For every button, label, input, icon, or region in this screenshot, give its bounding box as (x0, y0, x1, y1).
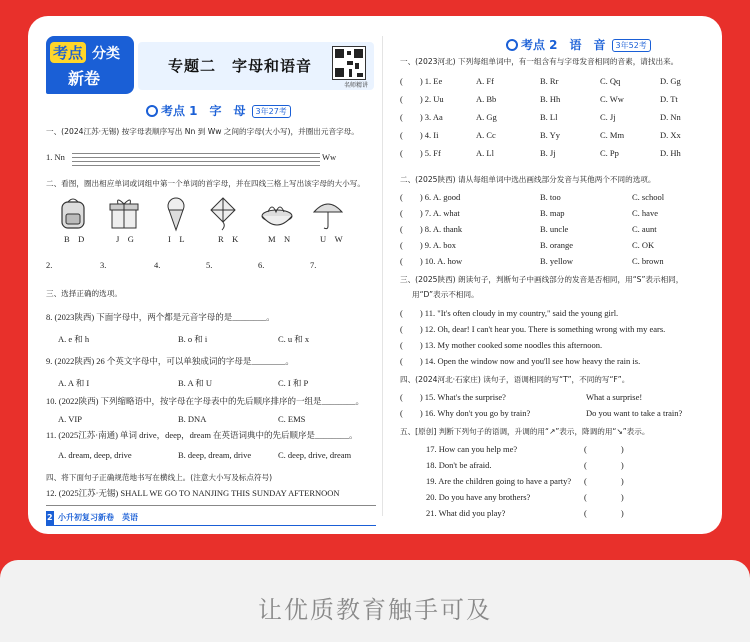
q1-5-option: A. Bb (476, 94, 497, 104)
pic-num-3: 3. (100, 260, 107, 270)
q8-opt-b: B. o 和 i (178, 334, 208, 344)
q1-end: Ww (322, 152, 337, 162)
q10-b: B. yellow (540, 256, 574, 266)
worksheet-page (28, 16, 722, 534)
badge-text-c: 新卷 (68, 69, 101, 88)
backpack-icon (58, 196, 88, 230)
q16-a: ( ) 16. Why don't you go by train? (400, 408, 531, 418)
section-1-instruction: 一、(2024江苏·无锡) 按字母表顺序写出 Nn 到 Ww 之间的字母(大小写)，并圈出元音字母。 (46, 127, 359, 136)
q7-b: B. map (540, 208, 565, 218)
q8-opt-c: C. u 和 x (278, 334, 310, 344)
page-number: 2 (47, 513, 53, 522)
target-icon (146, 105, 158, 117)
q1-5-option: B. Ll (540, 112, 558, 122)
q6-b: B. too (540, 192, 561, 202)
qr-caption: 名师精讲 (343, 82, 368, 89)
target-icon (506, 39, 518, 51)
kite-icon (208, 196, 238, 232)
q1-5-option: B. Hh (540, 94, 561, 104)
q9-opt-b: B. A 和 U (178, 378, 213, 388)
q1-5-option: A. Gg (476, 112, 497, 122)
q1-5-option: D. Xx (660, 130, 681, 140)
pic-num-6: 6. (258, 260, 265, 270)
q1-5-option: D. Gg (660, 76, 681, 86)
pic-num-4: 4. (154, 260, 161, 270)
pic-letters-3: I L (168, 234, 185, 244)
q17: 17. How can you help me? (426, 444, 518, 454)
frequency-tag: 3年27考 (252, 105, 291, 118)
phonetics-section-3a: 三、(2025陕西) 朗读句子，判断句子中画线部分的发音是否相同，用“S”表示相同， (400, 275, 684, 284)
q1-5-option: D. Hh (660, 148, 681, 158)
frequency-tag: 3年52考 (612, 39, 651, 52)
q18: 18. Don't be afraid. (426, 460, 492, 470)
pic-num-7: 7. (310, 260, 317, 270)
q7-a: ( ) 7. A. what (400, 208, 460, 218)
q17-answer[interactable]: ( ) (584, 444, 624, 454)
badge-text-b: 分类 (92, 46, 120, 62)
q1-5-option: A. Ff (476, 76, 494, 86)
topic-header (138, 42, 374, 90)
q1-5-option: A. Cc (476, 130, 496, 140)
book-title: 小升初复习新卷 英语 (58, 513, 138, 522)
phonetics-section-1: 一、(2023河北) 下列每组单词中，有一组含有与字母发音相同的音素，请找出来。 (400, 57, 679, 66)
q8-a: ( ) 8. A. thank (400, 224, 463, 234)
q1-5-option: D. Nn (660, 112, 681, 122)
q15-b: What a surprise! (586, 392, 643, 402)
pic-letters-2: J G (116, 234, 134, 244)
q11-opt-b: B. deep, dream, drive (178, 450, 252, 460)
q1-5-option: B. Rr (540, 76, 559, 86)
q10-c: C. brown (632, 256, 664, 266)
q1-start: 1. Nn (46, 152, 65, 162)
pic-letters-6: U W (320, 234, 343, 244)
q1-5-stem: ( ) 5. Ff (400, 148, 441, 158)
q1-5-stem: ( ) 1. Ee (400, 76, 443, 86)
section-header-letters: 考点 1 字 母 3年27考 (146, 102, 291, 119)
q19-answer[interactable]: ( ) (584, 476, 624, 486)
topic-title: 专题二 字母和语音 (168, 57, 313, 75)
q10-opt-b: B. DNA (178, 414, 207, 424)
q11: 11. (2025江苏·南通) 单词 drive，deep，dream 在英语词典中的先后顺序是________。 (46, 430, 358, 440)
q1-5-option: C. Mm (600, 130, 625, 140)
q1-5-option: D. Tt (660, 94, 678, 104)
q1-5-option: C. Ww (600, 94, 624, 104)
qr-code-icon[interactable] (332, 46, 366, 80)
q8-opt-a: A. e 和 h (58, 334, 90, 344)
umbrella-icon (312, 196, 344, 232)
phonetics-section-3b: 用“D”表示不相同。 (412, 290, 479, 299)
section-2-instruction: 二、看图，圈出相应单词或词组中第一个单词的首字母，并在四线三格上写出该字母的大小写。 (46, 179, 365, 188)
q20: 20. Do you have any brothers? (426, 492, 531, 502)
ice-cream-icon (163, 196, 189, 232)
q18-answer[interactable]: ( ) (584, 460, 624, 470)
q1-5-option: B. Jj (540, 148, 556, 158)
q1-5-option: C. Qq (600, 76, 621, 86)
left-column (28, 16, 380, 534)
gift-icon (108, 196, 140, 230)
slogan-text: 让优质教育触手可及 (258, 596, 492, 624)
q10: 10. (2022陕西) 下列缩略语中，按字母在字母表中的先后顺序排序的一组是________。 (46, 396, 365, 406)
q16-b: Do you want to take a train? (586, 408, 683, 418)
q12-sentence: ( ) 12. Oh, dear! I can't hear you. There is something wrong with my ears. (400, 324, 666, 334)
q20-answer[interactable]: ( ) (584, 492, 624, 502)
phonetics-section-2: 二、(2025陕西) 请从每组单词中选出画线部分发音与其他两个不同的选项。 (400, 175, 656, 184)
q9-c: C. OK (632, 240, 655, 250)
q9: 9. (2022陕西) 26 个英文字母中，可以单独成词的字母是________。 (46, 356, 294, 366)
noodles-icon (260, 198, 294, 230)
q1-5-stem: ( ) 4. Ii (400, 130, 439, 140)
pic-letters-4: R K (218, 234, 239, 244)
q1-5-option: B. Yy (540, 130, 560, 140)
q21: 21. What did you play? (426, 508, 506, 518)
right-column (388, 16, 718, 534)
q8-c: C. aunt (632, 224, 657, 234)
q11-opt-c: C. deep, drive, dream (278, 450, 352, 460)
q6-a: ( ) 6. A. good (400, 192, 461, 202)
q1-5-option: C. Jj (600, 112, 616, 122)
q1-5-option: C. Pp (600, 148, 619, 158)
q8: 8. (2023陕西) 下面字母中，两个都是元音字母的是________。 (46, 312, 275, 322)
phonetics-section-4: 四、(2024河北·石家庄) 读句子，语调相同的写“T”，不同的写“F”。 (400, 375, 630, 384)
q14-sentence: ( ) 14. Open the window now and you'll see how heavy the rain is. (400, 356, 641, 366)
q11-sentence: ( ) 11. "It's often cloudy in my country," said the young girl. (400, 308, 619, 318)
section-3-instruction: 三、选择正确的选项。 (46, 289, 122, 298)
pic-letters-5: M N (268, 234, 291, 244)
q21-answer[interactable]: ( ) (584, 508, 624, 518)
q9-a: ( ) 9. A. box (400, 240, 456, 250)
q10-a: ( ) 10. A. how (400, 256, 463, 266)
section-4-instruction: 四、将下面句子正确规范地书写在横线上。(注意大小写及标点符号) (46, 473, 273, 482)
q11-opt-a: A. dream, deep, drive (58, 450, 132, 460)
q9-opt-a: A. A 和 I (58, 378, 90, 388)
section-header-phonetics: 考点 2 语 音 3年52考 (506, 36, 651, 53)
q7-c: C. have (632, 208, 658, 218)
q9-b: B. orange (540, 240, 574, 250)
q15-a: ( ) 15. What's the surprise? (400, 392, 506, 402)
pic-num-2: 2. (46, 260, 53, 270)
q10-opt-a: A. VIP (58, 414, 82, 424)
q9-opt-c: C. I 和 P (278, 378, 309, 388)
q12: 12. (2025江苏·无锡) SHALL WE GO TO NANJING THIS SUNDAY AFTERNOON (46, 488, 340, 498)
q6-c: C. school (632, 192, 665, 202)
q1-5-option: A. Ll (476, 148, 494, 158)
pic-num-5: 5. (206, 260, 213, 270)
q1-5-stem: ( ) 2. Uu (400, 94, 444, 104)
q1-5-stem: ( ) 3. Aa (400, 112, 443, 122)
q8-b: B. uncle (540, 224, 569, 234)
q13-sentence: ( ) 13. My mother cooked some noodles this afternoon. (400, 340, 603, 350)
series-badge (46, 36, 134, 94)
badge-text-a: 考点 (50, 42, 86, 63)
phonetics-section-5: 五、[原创] 判断下列句子的语调，升调的用“↗”表示，降调的用“↘”表示。 (400, 427, 650, 436)
column-divider (382, 36, 383, 516)
pic-letters-1: B D (64, 234, 85, 244)
q10-opt-c: C. EMS (278, 414, 306, 424)
q19: 19. Are the children going to have a party? (426, 476, 572, 486)
